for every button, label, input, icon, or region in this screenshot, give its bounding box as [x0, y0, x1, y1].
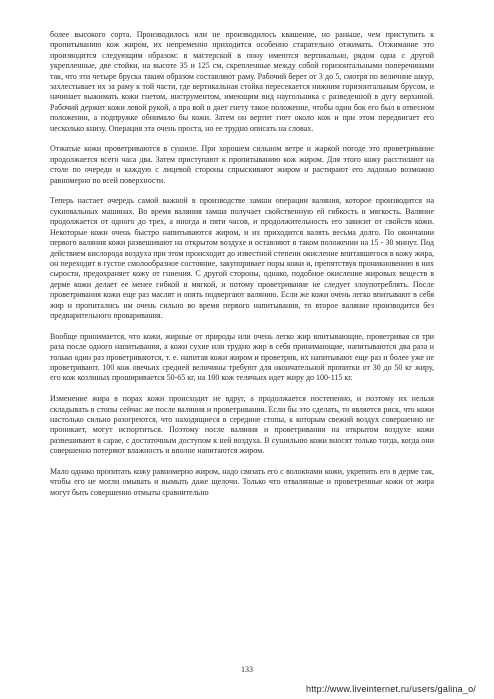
paragraph-5: Изменение жира в порах кожи происходит не вдруг, а продолжается постепенно, и поэтому их нельзя складывать в стопы сейчас же после валяния и проветривания. Если бы это сделать, то является риск, что кожи настолько сильно разогреются, что находящиеся в середине стопы, к которым свежий воздух совершенно не проникает, могут испортиться. Поэтому после валяния и проветривания на открытом воздухе кожи развешивают в сарае, с достаточным доступом к ней воздуха. В сушильню кожи вносят только тогда, когда они совершенно потеряют влажность и вполне напитаются жиром.	[50, 394, 434, 456]
page-number: 133	[241, 665, 253, 674]
paragraph-4: Вообще принимается, что кожи, жирные от природы или очень легко жир впитывающие, проветривая ся три раза после одного напитывания, а кожи сухие или трудно жир в себя принимающие, напитываются два раза и только один раз проветриваются, т. е. напитав кожи жиром и проветрив, их напитывают еще раз и более уже не проветривают. 100 кож овечьих средней величины требуют для окончательной пропитки от 30 до 50 кг жиру, его кож козлиных проширивается 50-65 кг, на 100 кож телячьих идет жиру до 100-115 кг.	[50, 331, 434, 383]
paragraph-6: Мало однако пропитать кожу равномерно жиром, надо связать его с волокнами кожи, укрепить его в дерме так, чтобы его не могли омывать и вымыть даже щелочи. Только что отвалянные и проветренные кожи от жира могут быть совершенно отмыты сравнительно	[50, 466, 434, 497]
body-text	[50, 30, 434, 498]
watermark-url: http://www.liveinternet.ru/users/galina_o/	[306, 684, 476, 694]
paragraph-2: Отжатые кожи проветриваются в сушиле. При хорошем сильном ветре и жаркой погоде это проветривание продолжается всего часа два. Затем приступают к пропитыванию кож жиром. Для этого кожу расстилают на столе по очереди и каждую с лицевой стороны спрыскивают жиром и растирают его ладонью возможно равномерно по всей поверхности.	[50, 144, 434, 185]
paragraph-3: Теперь настает очередь самой важной в производстве замши операции валяния, которое производится на сукновальных машинах. Во время валяния замша получает свойственную ей гибкость и мягкость. Валяние продолжается от одного до трех, а иногда и пяти часов, и продолжительность его зависит от свойств кожи. Некоторые кожи очень быстро напитываются жиром, и их приходится валять весьма долго. По окончании первого валяния кожи развешивают на открытом воздухе и оставляют в таком положении на 15 - 30 минут. Под действием кислорода воздуха при этом происходит до известной степени окисление впитавшегося в кожу жира, он переходит в густое смолообразное состояние, закупоривает поры кожи и, препятствуя проникновению в них сырости, предохраняет кожу от гниения. С другой стороны, однако, подобное окисление жировых веществ в дерме кожи делает ее менее гибкой и мягкой, и потому проветривание не следует злоупотреблять. После проветривания кожи еще раз маслят и опять подвергают валянию. Если же кожи очень легко впитывают в себя жир и пропитались им очень сильно во время первого напитывания, то второе валяние производится без предварительного проваривания.	[50, 196, 434, 320]
paragraph-1: более высокого сорта. Производилось или не производилось квашение, но раньше, чем приступить к пропитыванию кож жиром, их непременно приходится особенно старательно отжимать. Отжимание это производится следующим образом: в мастерской в пону имеются вертикально, рядом одна с другой укрепленные, две стойки, на высоте 35 и 125 см, скрепленные между собой горизонтальными поперечинами так, что эти четыре бруска таким образом составляют раму. Рабочий берет от 3 до 5, смотря по величине шкур, захлестывает их за раму к той части, где вертикальная стойка пересекается нижним горизонтальным брусом, и начинает выжимать кожи гнетом, инструментом, имеющим вид наугольника с разведенной в дугу верхиной. Рабочий держит кожи левой рукой, а пра вой и дает гнету такое положение, чтобы один бок его был в отвесном положении, а подпружке обнимало бы кожи. Затем он вертит гнет около кож и при этом передвигает его несколько книзу. Операция эта очень проста, но ее трудно описать на словах.	[50, 30, 434, 133]
